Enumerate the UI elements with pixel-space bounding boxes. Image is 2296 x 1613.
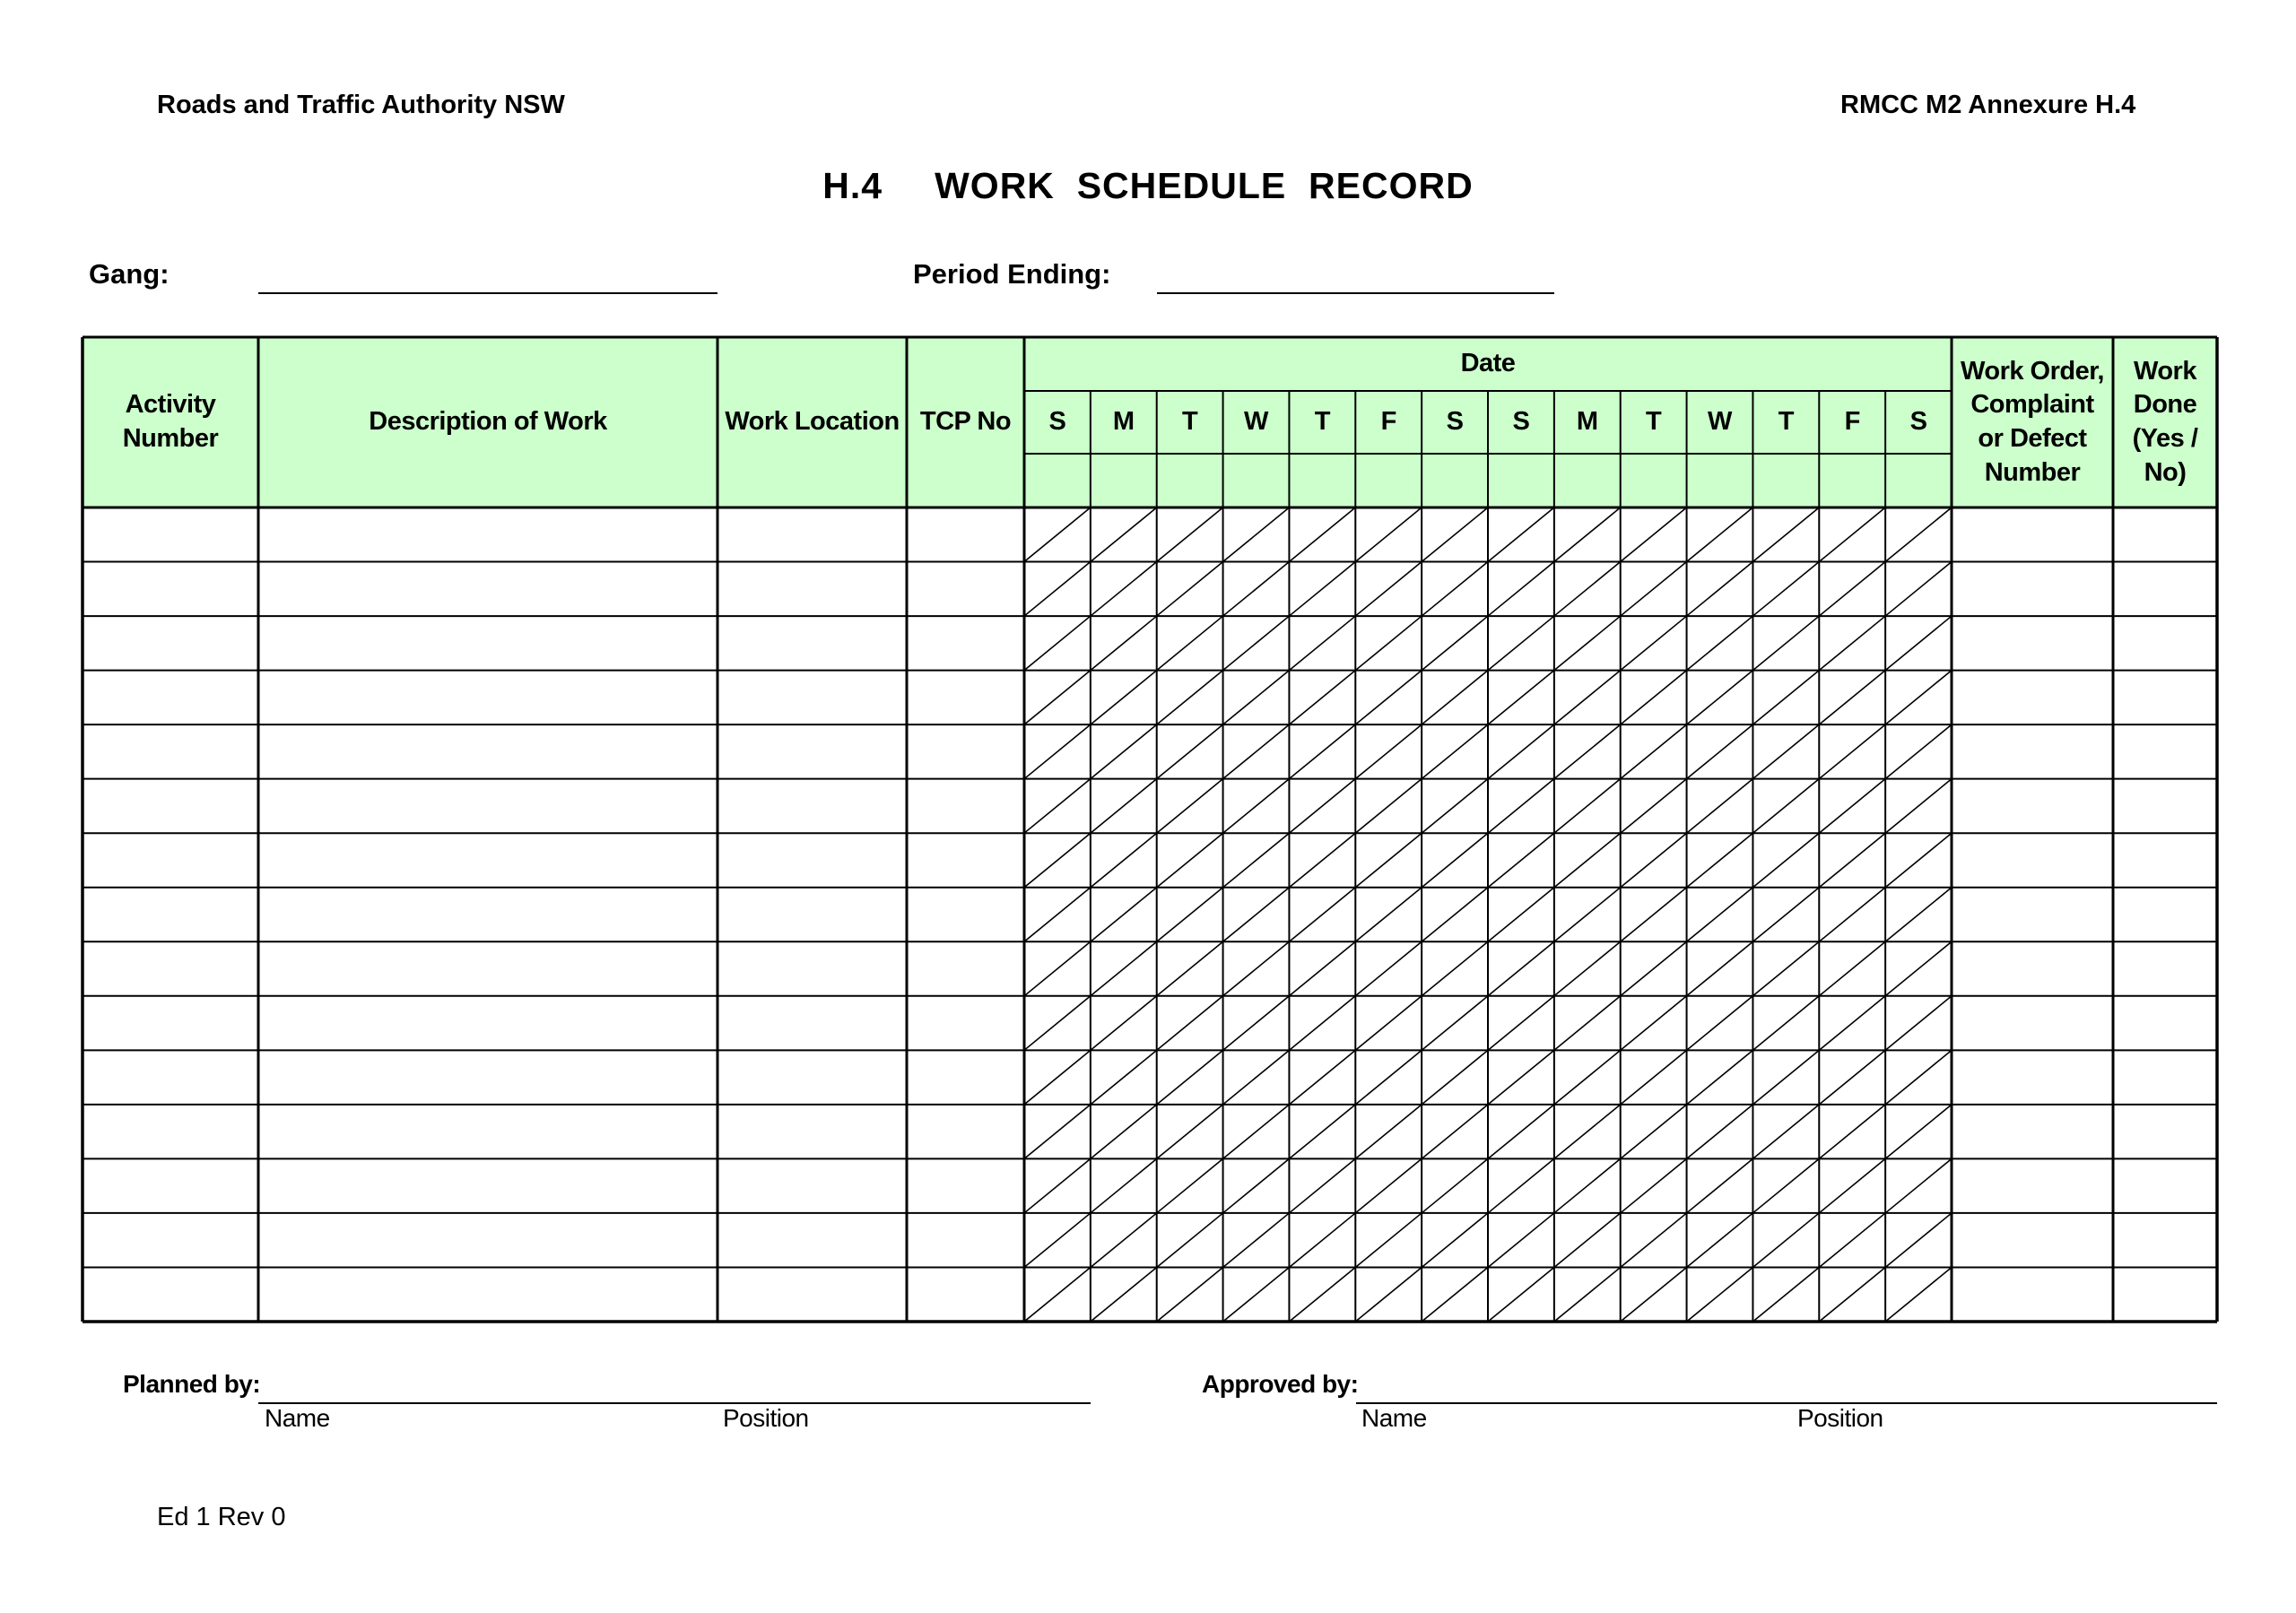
day-cell-diagonal [1621, 671, 1687, 725]
day-cell-diagonal [1289, 1050, 1355, 1105]
day-cell-diagonal [1157, 888, 1223, 942]
day-cell-diagonal [1157, 1213, 1223, 1268]
day-cell-diagonal [1554, 833, 1621, 888]
day-cell-diagonal [1289, 888, 1355, 942]
day-cell-diagonal [1289, 779, 1355, 834]
day-cell-diagonal [1819, 1050, 1885, 1105]
day-cell-diagonal [1091, 996, 1157, 1051]
day-cell-diagonal [1422, 1105, 1488, 1159]
col-work-done: Work Done (Yes / No) [2132, 356, 2198, 487]
day-cell-diagonal [1355, 616, 1422, 671]
day-cell-diagonal [1024, 1105, 1091, 1159]
day-cell-diagonal [1554, 1158, 1621, 1213]
day-cell-diagonal [1621, 833, 1687, 888]
day-cell-diagonal [1355, 1050, 1422, 1105]
day-cell-diagonal [1157, 616, 1223, 671]
form-number: H.4 [822, 165, 883, 206]
day-cell-diagonal [1355, 833, 1422, 888]
day-cell-diagonal [1422, 724, 1488, 779]
day-cell-diagonal [1223, 616, 1290, 671]
day-cell-diagonal [1621, 724, 1687, 779]
authority-name: Roads and Traffic Authority NSW [157, 91, 565, 119]
day-cell-diagonal [1488, 1267, 1554, 1322]
day-cell-diagonal [1223, 1158, 1290, 1213]
day-cell-diagonal [1223, 1105, 1290, 1159]
day-cell-diagonal [1885, 996, 1952, 1051]
day-cell-diagonal [1223, 562, 1290, 617]
day-cell-diagonal [1091, 888, 1157, 942]
day-cell-diagonal [1687, 562, 1753, 617]
day-cell-diagonal [1024, 671, 1091, 725]
day-cell-diagonal [1422, 941, 1488, 996]
day-cell-diagonal [1885, 779, 1952, 834]
day-cell-diagonal [1885, 941, 1952, 996]
day-header-0: S [1048, 407, 1066, 437]
approved-name-label: Name [1361, 1404, 1427, 1432]
day-cell-diagonal [1687, 1158, 1753, 1213]
day-cell-diagonal [1024, 1158, 1091, 1213]
planned-name-label: Name [265, 1404, 330, 1432]
day-cell-diagonal [1752, 616, 1819, 671]
day-cell-diagonal [1488, 562, 1554, 617]
day-cell-diagonal [1885, 562, 1952, 617]
day-cell-diagonal [1752, 671, 1819, 725]
day-cell-diagonal [1554, 724, 1621, 779]
day-cell-diagonal [1554, 616, 1621, 671]
day-cell-diagonal [1885, 724, 1952, 779]
day-cell-diagonal [1091, 1050, 1157, 1105]
col-work-order: Work Order, Complaint or Defect Number [1961, 356, 2104, 487]
day-cell-diagonal [1687, 671, 1753, 725]
day-header-6: S [1446, 407, 1464, 437]
day-cell-diagonal [1488, 671, 1554, 725]
day-cell-diagonal [1488, 1213, 1554, 1268]
day-cell-diagonal [1621, 1050, 1687, 1105]
day-cell-diagonal [1157, 1158, 1223, 1213]
day-cell-diagonal [1223, 671, 1290, 725]
approved-by-label: Approved by: [1202, 1370, 1359, 1398]
day-cell-diagonal [1024, 507, 1091, 562]
day-cell-diagonal [1223, 833, 1290, 888]
day-cell-diagonal [1752, 1105, 1819, 1159]
day-cell-diagonal [1687, 616, 1753, 671]
day-cell-diagonal [1355, 724, 1422, 779]
day-cell-diagonal [1024, 1267, 1091, 1322]
col-description-of-work: Description of Work [369, 407, 607, 437]
day-header-9: T [1646, 407, 1662, 437]
day-cell-diagonal [1223, 1213, 1290, 1268]
day-cell-diagonal [1488, 833, 1554, 888]
day-cell-diagonal [1091, 616, 1157, 671]
day-cell-diagonal [1422, 1267, 1488, 1322]
day-cell-diagonal [1819, 941, 1885, 996]
day-cell-diagonal [1355, 1105, 1422, 1159]
day-cell-diagonal [1687, 779, 1753, 834]
day-cell-diagonal [1885, 888, 1952, 942]
day-cell-diagonal [1621, 1267, 1687, 1322]
day-cell-diagonal [1819, 779, 1885, 834]
day-header-10: W [1708, 407, 1732, 437]
day-cell-diagonal [1289, 1105, 1355, 1159]
day-cell-diagonal [1422, 671, 1488, 725]
day-cell-diagonal [1885, 671, 1952, 725]
day-cell-diagonal [1621, 1158, 1687, 1213]
day-cell-diagonal [1819, 1267, 1885, 1322]
day-cell-diagonal [1422, 833, 1488, 888]
day-cell-diagonal [1422, 616, 1488, 671]
day-cell-diagonal [1752, 1158, 1819, 1213]
day-cell-diagonal [1289, 996, 1355, 1051]
day-cell-diagonal [1621, 779, 1687, 834]
day-cell-diagonal [1819, 888, 1885, 942]
day-cell-diagonal [1223, 996, 1290, 1051]
day-cell-diagonal [1157, 724, 1223, 779]
edition-revision: Ed 1 Rev 0 [157, 1503, 286, 1531]
day-cell-diagonal [1488, 941, 1554, 996]
form-title-text: WORK SCHEDULE RECORD [935, 165, 1474, 206]
day-header-3: W [1244, 407, 1268, 437]
day-cell-diagonal [1355, 562, 1422, 617]
document-reference: RMCC M2 Annexure H.4 [1840, 91, 2136, 119]
day-cell-diagonal [1223, 779, 1290, 834]
day-cell-diagonal [1024, 888, 1091, 942]
day-cell-diagonal [1819, 507, 1885, 562]
day-cell-diagonal [1091, 671, 1157, 725]
day-cell-diagonal [1554, 671, 1621, 725]
day-cell-diagonal [1885, 1213, 1952, 1268]
day-cell-diagonal [1355, 996, 1422, 1051]
day-cell-diagonal [1355, 507, 1422, 562]
day-cell-diagonal [1752, 1267, 1819, 1322]
day-cell-diagonal [1157, 833, 1223, 888]
day-cell-diagonal [1289, 941, 1355, 996]
day-cell-diagonal [1289, 1267, 1355, 1322]
day-cell-diagonal [1024, 616, 1091, 671]
day-cell-diagonal [1488, 616, 1554, 671]
day-cell-diagonal [1621, 507, 1687, 562]
day-cell-diagonal [1157, 507, 1223, 562]
day-cell-diagonal [1488, 1105, 1554, 1159]
day-cell-diagonal [1024, 562, 1091, 617]
col-tcp-no: TCP No [919, 407, 1012, 437]
day-cell-diagonal [1422, 1158, 1488, 1213]
day-cell-diagonal [1819, 1158, 1885, 1213]
period-ending-label: Period Ending: [913, 258, 1111, 290]
day-cell-diagonal [1091, 941, 1157, 996]
day-cell-diagonal [1289, 833, 1355, 888]
day-cell-diagonal [1355, 888, 1422, 942]
day-cell-diagonal [1289, 507, 1355, 562]
col-activity-number: Activity Number [122, 390, 219, 453]
day-cell-diagonal [1752, 833, 1819, 888]
day-cell-diagonal [1157, 1050, 1223, 1105]
day-cell-diagonal [1422, 779, 1488, 834]
day-cell-diagonal [1488, 996, 1554, 1051]
day-header-7: S [1512, 407, 1530, 437]
day-cell-diagonal [1355, 1158, 1422, 1213]
day-cell-diagonal [1488, 1158, 1554, 1213]
day-cell-diagonal [1687, 724, 1753, 779]
day-cell-diagonal [1554, 941, 1621, 996]
day-cell-diagonal [1819, 616, 1885, 671]
day-cell-diagonal [1289, 1213, 1355, 1268]
day-cell-diagonal [1091, 1158, 1157, 1213]
gang-label: Gang: [89, 258, 170, 290]
day-cell-diagonal [1488, 1050, 1554, 1105]
day-cell-diagonal [1621, 941, 1687, 996]
day-cell-diagonal [1223, 1267, 1290, 1322]
day-cell-diagonal [1422, 1213, 1488, 1268]
day-cell-diagonal [1752, 888, 1819, 942]
day-cell-diagonal [1752, 779, 1819, 834]
day-cell-diagonal [1091, 1267, 1157, 1322]
day-cell-diagonal [1885, 507, 1952, 562]
day-header-5: F [1380, 407, 1396, 437]
day-cell-diagonal [1819, 833, 1885, 888]
day-cell-diagonal [1819, 562, 1885, 617]
day-cell-diagonal [1024, 941, 1091, 996]
day-cell-diagonal [1687, 1050, 1753, 1105]
day-cell-diagonal [1554, 996, 1621, 1051]
day-cell-diagonal [1621, 1213, 1687, 1268]
day-cell-diagonal [1885, 1050, 1952, 1105]
day-cell-diagonal [1752, 562, 1819, 617]
day-cell-diagonal [1885, 833, 1952, 888]
approved-position-label: Position [1797, 1404, 1883, 1432]
day-cell-diagonal [1687, 996, 1753, 1051]
day-cell-diagonal [1422, 507, 1488, 562]
day-cell-diagonal [1223, 888, 1290, 942]
day-cell-diagonal [1819, 671, 1885, 725]
day-cell-diagonal [1091, 507, 1157, 562]
day-cell-diagonal [1157, 941, 1223, 996]
day-cell-diagonal [1091, 779, 1157, 834]
day-cell-diagonal [1422, 996, 1488, 1051]
day-cell-diagonal [1554, 1105, 1621, 1159]
day-cell-diagonal [1885, 1105, 1952, 1159]
day-cell-diagonal [1488, 507, 1554, 562]
day-cell-diagonal [1024, 779, 1091, 834]
day-cell-diagonal [1157, 562, 1223, 617]
col-work-location: Work Location [725, 407, 900, 437]
day-cell-diagonal [1621, 616, 1687, 671]
day-cell-diagonal [1091, 724, 1157, 779]
day-cell-diagonal [1024, 1050, 1091, 1105]
day-cell-diagonal [1488, 724, 1554, 779]
day-cell-diagonal [1488, 888, 1554, 942]
day-cell-diagonal [1289, 1158, 1355, 1213]
planned-by-label: Planned by: [123, 1370, 261, 1398]
day-cell-diagonal [1091, 1213, 1157, 1268]
day-cell-diagonal [1819, 1213, 1885, 1268]
day-cell-diagonal [1819, 996, 1885, 1051]
day-cell-diagonal [1885, 1158, 1952, 1213]
day-cell-diagonal [1223, 941, 1290, 996]
day-cell-diagonal [1687, 1105, 1753, 1159]
day-cell-diagonal [1554, 507, 1621, 562]
day-cell-diagonal [1752, 724, 1819, 779]
day-cell-diagonal [1157, 1105, 1223, 1159]
day-cell-diagonal [1752, 1050, 1819, 1105]
day-cell-diagonal [1621, 562, 1687, 617]
day-cell-diagonal [1621, 888, 1687, 942]
day-cell-diagonal [1554, 562, 1621, 617]
day-cell-diagonal [1289, 724, 1355, 779]
day-cell-diagonal [1289, 671, 1355, 725]
day-cell-diagonal [1422, 888, 1488, 942]
day-cell-diagonal [1223, 507, 1290, 562]
day-cell-diagonal [1091, 1105, 1157, 1159]
day-cell-diagonal [1024, 724, 1091, 779]
day-cell-diagonal [1024, 1213, 1091, 1268]
planned-position-label: Position [723, 1404, 809, 1432]
day-cell-diagonal [1885, 616, 1952, 671]
day-cell-diagonal [1621, 1105, 1687, 1159]
day-cell-diagonal [1687, 1267, 1753, 1322]
day-cell-diagonal [1024, 833, 1091, 888]
day-cell-diagonal [1355, 941, 1422, 996]
day-header-1: M [1112, 407, 1135, 437]
day-cell-diagonal [1621, 996, 1687, 1051]
day-cell-diagonal [1752, 507, 1819, 562]
day-cell-diagonal [1355, 779, 1422, 834]
day-cell-diagonal [1024, 996, 1091, 1051]
day-cell-diagonal [1819, 1105, 1885, 1159]
day-cell-diagonal [1422, 562, 1488, 617]
day-cell-diagonal [1687, 507, 1753, 562]
day-cell-diagonal [1752, 941, 1819, 996]
day-cell-diagonal [1554, 1267, 1621, 1322]
day-cell-diagonal [1157, 996, 1223, 1051]
day-cell-diagonal [1355, 1213, 1422, 1268]
day-cell-diagonal [1488, 779, 1554, 834]
day-cell-diagonal [1223, 724, 1290, 779]
day-cell-diagonal [1289, 616, 1355, 671]
day-cell-diagonal [1554, 779, 1621, 834]
day-cell-diagonal [1819, 724, 1885, 779]
approved-by-field[interactable] [1356, 1402, 2217, 1404]
day-cell-diagonal [1091, 833, 1157, 888]
day-header-4: T [1314, 407, 1330, 437]
day-cell-diagonal [1885, 1267, 1952, 1322]
day-cell-diagonal [1289, 562, 1355, 617]
day-cell-diagonal [1687, 833, 1753, 888]
day-cell-diagonal [1157, 671, 1223, 725]
day-cell-diagonal [1687, 888, 1753, 942]
day-cell-diagonal [1687, 1213, 1753, 1268]
day-header-12: F [1844, 407, 1860, 437]
day-cell-diagonal [1157, 779, 1223, 834]
col-date: Date [1460, 349, 1516, 378]
day-cell-diagonal [1422, 1050, 1488, 1105]
planned-by-field[interactable] [258, 1402, 1091, 1404]
day-header-11: T [1778, 407, 1794, 437]
day-cell-diagonal [1687, 941, 1753, 996]
day-cell-diagonal [1091, 562, 1157, 617]
day-header-8: M [1576, 407, 1598, 437]
day-cell-diagonal [1355, 671, 1422, 725]
day-cell-diagonal [1554, 1050, 1621, 1105]
day-cell-diagonal [1355, 1267, 1422, 1322]
day-header-2: T [1182, 407, 1198, 437]
day-header-13: S [1909, 407, 1927, 437]
day-cell-diagonal [1752, 996, 1819, 1051]
day-cell-diagonal [1157, 1267, 1223, 1322]
day-cell-diagonal [1554, 888, 1621, 942]
day-cell-diagonal [1554, 1213, 1621, 1268]
day-cell-diagonal [1752, 1213, 1819, 1268]
day-cell-diagonal [1223, 1050, 1290, 1105]
